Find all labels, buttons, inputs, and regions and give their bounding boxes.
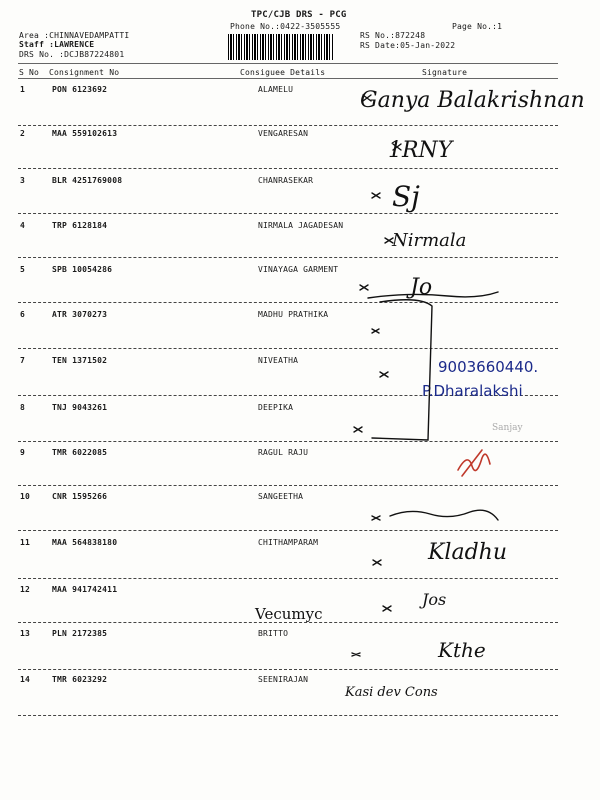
rs-date: RS Date:05-Jan-2022: [360, 41, 456, 50]
row-sno: 12: [20, 585, 31, 594]
consignment-no: CNR 1595266: [52, 492, 108, 501]
consignment-no: TEN 1371502: [52, 356, 108, 365]
signature: Kasi dev Cons: [345, 685, 438, 700]
phone-number: Phone No.:0422-3505555: [230, 22, 341, 31]
area: Area :CHINNAVEDAMPATTI: [19, 31, 130, 40]
drs-number: DRS No. :DCJB87224801: [19, 50, 125, 59]
row-sno: 2: [20, 129, 26, 138]
signature: Sj: [392, 180, 420, 213]
col-sno: S No: [19, 68, 40, 77]
consignee-name: NIVEATHA: [258, 356, 299, 365]
row-sno: 7: [20, 356, 26, 365]
row-sno: 6: [20, 310, 26, 319]
consignee-name: DEEPIKA: [258, 403, 294, 412]
col-signature: Signature: [422, 68, 468, 77]
consignment-no: BLR 4251769008: [52, 176, 123, 185]
consignee-name: BRITTO: [258, 629, 289, 638]
consignment-no: TMR 6023292: [52, 675, 108, 684]
row-sno: 9: [20, 448, 26, 457]
signature: Ganya Balakrishnan: [360, 88, 585, 113]
handwritten-name: P.Dharalakshi: [422, 382, 523, 400]
signature: Jo: [410, 275, 433, 300]
consignment-no: ATR 3070273: [52, 310, 108, 319]
staff: Staff :LAWRENCE: [19, 40, 95, 49]
handwritten-phone: 9003660440.: [438, 358, 539, 376]
consignment-no: MAA 941742411: [52, 585, 118, 594]
rs-number: RS No.:872248: [360, 31, 426, 40]
row-sno: 4: [20, 221, 26, 230]
consignment-no: TMR 6022085: [52, 448, 108, 457]
handwritten-note: Vecumyc: [255, 605, 323, 623]
consignee-name: VINAYAGA GARMENT: [258, 265, 339, 274]
consignment-no: TRP 6128184: [52, 221, 108, 230]
page-number: Page No.:1: [452, 22, 503, 31]
row-sno: 3: [20, 176, 26, 185]
row-sno: 8: [20, 403, 26, 412]
consignee-name: SEENIRAJAN: [258, 675, 309, 684]
faint-stamp: Sanjay: [492, 423, 523, 433]
row-sno: 14: [20, 675, 31, 684]
consignee-name: NIRMALA JAGADESAN: [258, 221, 344, 230]
consignment-no: PLN 2172385: [52, 629, 108, 638]
col-consignee: Consiguee Details: [240, 68, 326, 77]
consignment-no: SPB 10054286: [52, 265, 113, 274]
col-consignment: Consignment No: [49, 68, 120, 77]
consignee-name: VENGARESAN: [258, 129, 309, 138]
consignee-name: CHITHAMPARAM: [258, 538, 319, 547]
consignment-no: TNJ 9043261: [52, 403, 108, 412]
row-sno: 5: [20, 265, 26, 274]
consignee-name: RAGUL RAJU: [258, 448, 309, 457]
row-sno: 10: [20, 492, 31, 501]
row-sno: 11: [20, 538, 31, 547]
consignee-name: SANGEETHA: [258, 492, 304, 501]
row-sno: 1: [20, 85, 26, 94]
signature: Kthe: [438, 638, 486, 662]
signature: Nirmala: [392, 230, 467, 251]
consignee-name: CHANRASEKAR: [258, 176, 314, 185]
document-title: TPC/CJB DRS - PCG: [251, 10, 347, 20]
signature: Kladhu: [428, 540, 508, 565]
row-sno: 13: [20, 629, 31, 638]
consignment-no: MAA 559102613: [52, 129, 118, 138]
signature: Jos: [422, 590, 447, 609]
consignee-name: ALAMELU: [258, 85, 294, 94]
consignment-no: PON 6123692: [52, 85, 108, 94]
signature: 1RNY: [388, 138, 453, 163]
consignee-name: MADHU PRATHIKA: [258, 310, 329, 319]
consignment-no: MAA 564838180: [52, 538, 118, 547]
